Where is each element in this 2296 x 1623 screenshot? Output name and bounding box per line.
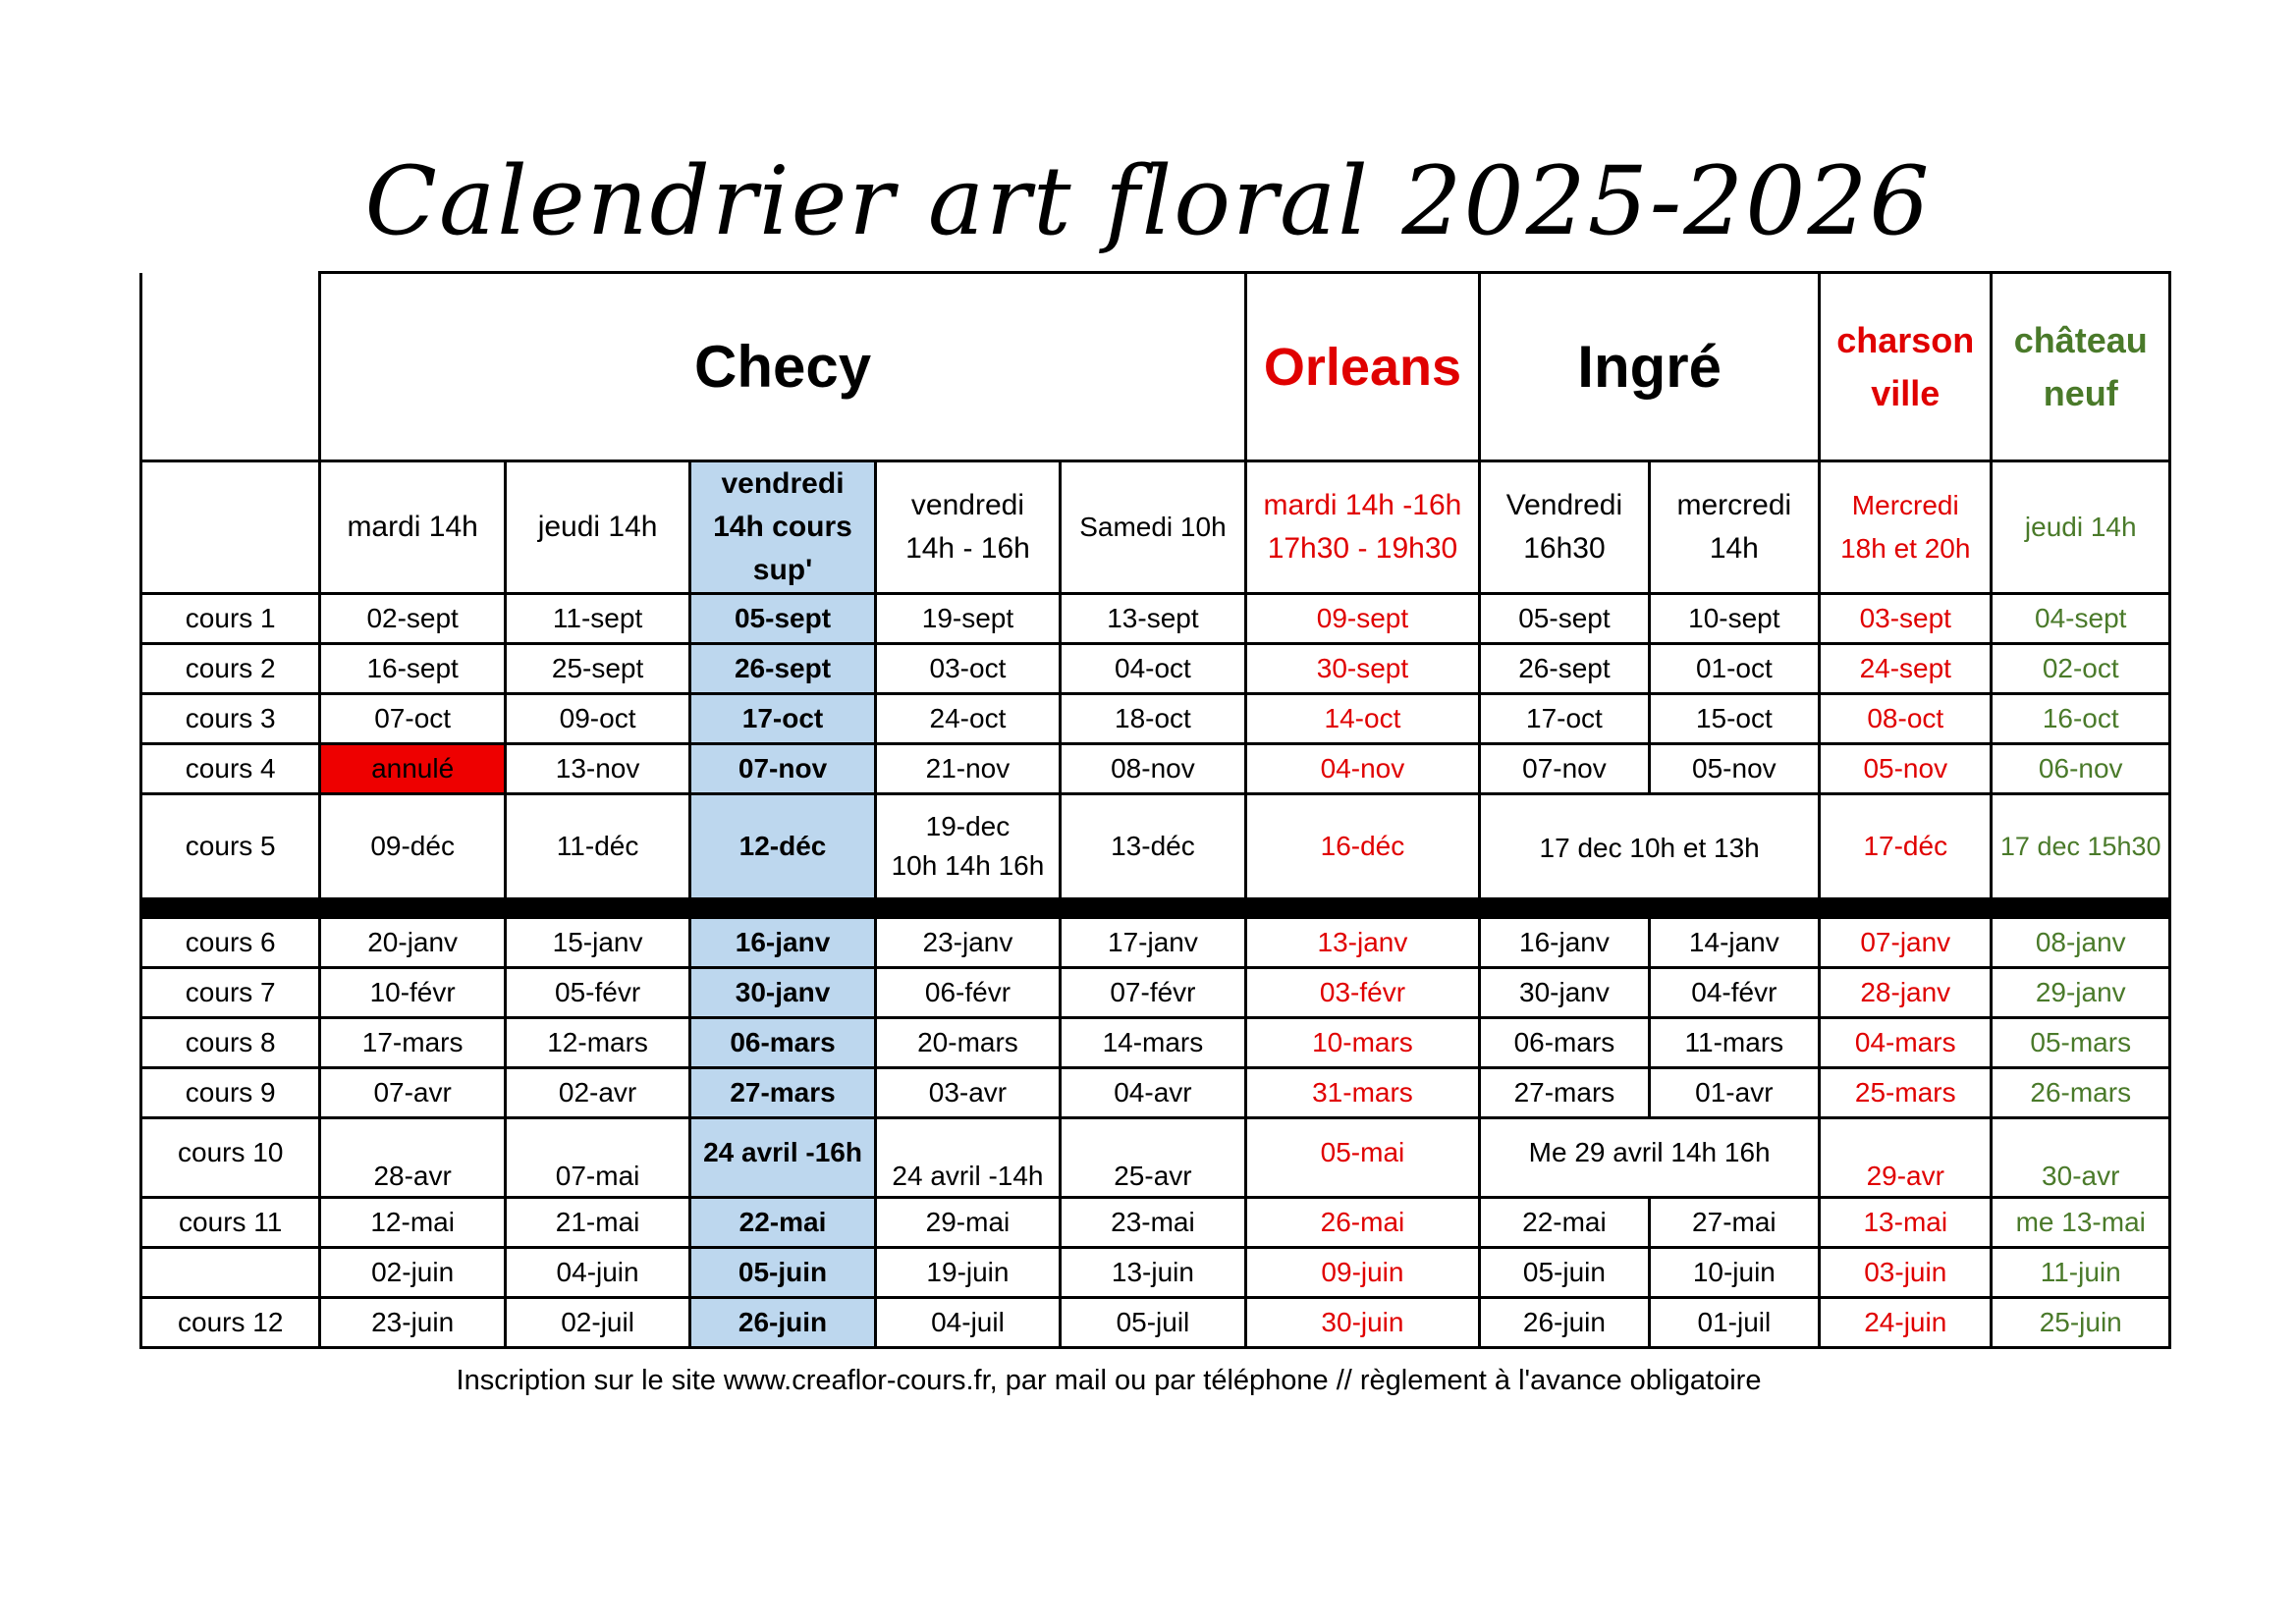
location-checy: Checy [320, 273, 1245, 461]
date-cell: 31-mars [1245, 1068, 1480, 1118]
date-cell: 04-juin [505, 1248, 689, 1298]
session-ingre-mercredi: mercredi 14h [1649, 461, 1819, 594]
cancelled-cell: annulé [320, 744, 505, 794]
date-cell: 16-déc [1245, 794, 1480, 899]
date-cell-merged: 17 dec 10h et 13h [1480, 794, 1820, 899]
date-cell: 20-janv [320, 918, 505, 968]
date-cell: 26-mars [1992, 1068, 2170, 1118]
row-label: cours 8 [141, 1018, 320, 1068]
date-cell: 16-janv [690, 918, 875, 968]
date-cell: 05-nov [1649, 744, 1819, 794]
date-cell: 24 avril -14h [875, 1118, 1060, 1198]
row-label: cours 7 [141, 968, 320, 1018]
date-cell: 16-janv [1480, 918, 1649, 968]
date-cell: 11-déc [505, 794, 689, 899]
date-cell: 02-avr [505, 1068, 689, 1118]
date-cell: 05-juin [690, 1248, 875, 1298]
date-cell: 08-nov [1061, 744, 1246, 794]
date-cell: 30-sept [1245, 644, 1480, 694]
table-row [141, 644, 2170, 694]
date-cell: 24-sept [1820, 644, 1992, 694]
date-cell: 07-mai [505, 1118, 689, 1198]
date-cell: 21-mai [505, 1198, 689, 1248]
date-cell: 02-sept [320, 594, 505, 644]
date-cell: 03-sept [1820, 594, 1992, 644]
date-cell: 05-juin [1480, 1248, 1649, 1298]
table-row [141, 968, 2170, 1018]
date-cell: 10-mars [1245, 1018, 1480, 1068]
date-cell: 02-juin [320, 1248, 505, 1298]
table-row [141, 1248, 2170, 1298]
date-cell: me 13-mai [1992, 1198, 2170, 1248]
row-label: cours 2 [141, 644, 320, 694]
row-label: cours 4 [141, 744, 320, 794]
date-cell: 08-janv [1992, 918, 2170, 968]
session-orleans: mardi 14h -16h 17h30 - 19h30 [1245, 461, 1480, 594]
date-cell: 07-nov [690, 744, 875, 794]
row-label: cours 12 [141, 1298, 320, 1348]
date-cell: 06-nov [1992, 744, 2170, 794]
date-cell: 10-juin [1649, 1248, 1819, 1298]
date-cell: 26-mai [1245, 1198, 1480, 1248]
date-cell: 05-mars [1992, 1018, 2170, 1068]
date-cell: 07-avr [320, 1068, 505, 1118]
date-cell: 20-mars [875, 1018, 1060, 1068]
date-cell: 07-févr [1061, 968, 1246, 1018]
winter-separator [141, 899, 2170, 918]
date-cell: 23-juin [320, 1298, 505, 1348]
date-cell: 22-mai [1480, 1198, 1649, 1248]
date-cell: 06-mars [1480, 1018, 1649, 1068]
date-cell: 04-avr [1061, 1068, 1246, 1118]
date-cell: 27-mai [1649, 1198, 1819, 1248]
date-cell: 13-sept [1061, 594, 1246, 644]
date-cell: 27-mars [1480, 1068, 1649, 1118]
date-cell: 12-mai [320, 1198, 505, 1248]
date-cell: 09-oct [505, 694, 689, 744]
table-row [141, 1298, 2170, 1348]
date-cell: 26-sept [1480, 644, 1649, 694]
date-cell: 26-juin [690, 1298, 875, 1348]
table-row [141, 694, 2170, 744]
date-cell: 05-nov [1820, 744, 1992, 794]
row-label: cours 3 [141, 694, 320, 744]
row-label: cours 6 [141, 918, 320, 968]
table-row [141, 594, 2170, 644]
row-label: cours 10 [141, 1118, 320, 1198]
date-cell: 03-avr [875, 1068, 1060, 1118]
row-label [141, 1248, 320, 1298]
date-cell: 29-mai [875, 1198, 1060, 1248]
date-cell: 29-avr [1820, 1118, 1992, 1198]
date-cell: 01-oct [1649, 644, 1819, 694]
date-cell: 06-févr [875, 968, 1060, 1018]
date-cell: 30-janv [690, 968, 875, 1018]
date-cell: 18-oct [1061, 694, 1246, 744]
date-cell: 19-dec 10h 14h 16h [875, 794, 1060, 899]
page-title: Calendrier art floral 2025-2026 [364, 146, 1932, 256]
date-cell: 10-févr [320, 968, 505, 1018]
date-cell: 04-oct [1061, 644, 1246, 694]
date-cell: 17-mars [320, 1018, 505, 1068]
date-cell: 05-mai [1245, 1118, 1480, 1198]
date-cell: 03-juin [1820, 1248, 1992, 1298]
date-cell: 25-mars [1820, 1068, 1992, 1118]
row-label: cours 11 [141, 1198, 320, 1248]
date-cell: 12-déc [690, 794, 875, 899]
date-cell: 05-sept [1480, 594, 1649, 644]
date-cell: 13-déc [1061, 794, 1246, 899]
date-cell: 11-juin [1992, 1248, 2170, 1298]
date-cell: 03-févr [1245, 968, 1480, 1018]
location-orleans: Orleans [1245, 273, 1480, 461]
date-cell: 04-nov [1245, 744, 1480, 794]
date-cell: 15-oct [1649, 694, 1819, 744]
date-cell: 13-mai [1820, 1198, 1992, 1248]
row-label: cours 9 [141, 1068, 320, 1118]
date-cell: 05-sept [690, 594, 875, 644]
session-vendredi-sup: vendredi 14h cours sup' [690, 461, 875, 594]
session-charsonville: Mercredi 18h et 20h [1820, 461, 1992, 594]
date-cell: 24-oct [875, 694, 1060, 744]
date-cell: 27-mars [690, 1068, 875, 1118]
date-cell: 19-sept [875, 594, 1060, 644]
date-cell: 06-mars [690, 1018, 875, 1068]
session-mardi: mardi 14h [320, 461, 505, 594]
table-row [141, 918, 2170, 968]
date-cell: 30-janv [1480, 968, 1649, 1018]
date-cell: 22-mai [690, 1198, 875, 1248]
date-cell: 01-juil [1649, 1298, 1819, 1348]
date-cell: 25-sept [505, 644, 689, 694]
date-cell: 09-déc [320, 794, 505, 899]
calendar-table [139, 271, 2171, 1349]
row-label: cours 5 [141, 794, 320, 899]
table-row [141, 794, 2170, 899]
date-cell: 19-juin [875, 1248, 1060, 1298]
date-cell: 13-janv [1245, 918, 1480, 968]
row-label: cours 1 [141, 594, 320, 644]
date-cell: 17-oct [1480, 694, 1649, 744]
date-cell: 25-juin [1992, 1298, 2170, 1348]
date-cell: 09-juin [1245, 1248, 1480, 1298]
date-cell: 07-nov [1480, 744, 1649, 794]
date-cell: 12-mars [505, 1018, 689, 1068]
date-cell: 03-oct [875, 644, 1060, 694]
date-cell: 07-janv [1820, 918, 1992, 968]
date-cell: 26-sept [690, 644, 875, 694]
table-row [141, 1068, 2170, 1118]
empty-label-cell [141, 461, 320, 594]
footer-note: Inscription sur le site www.creaflor-cours.fr, par mail ou par téléphone // règlement à l'avance obligatoire [456, 1365, 1762, 1396]
date-cell: 30-juin [1245, 1298, 1480, 1348]
date-cell: 29-janv [1992, 968, 2170, 1018]
date-cell: 11-sept [505, 594, 689, 644]
session-header-row [141, 461, 2170, 594]
date-cell: 14-mars [1061, 1018, 1246, 1068]
date-cell: 28-janv [1820, 968, 1992, 1018]
date-cell: 21-nov [875, 744, 1060, 794]
location-chateauneuf: château neuf [1992, 273, 2170, 461]
date-cell: 26-juin [1480, 1298, 1649, 1348]
date-cell: 14-oct [1245, 694, 1480, 744]
date-cell: 17-déc [1820, 794, 1992, 899]
date-cell: 17-janv [1061, 918, 1246, 968]
date-cell: 04-févr [1649, 968, 1819, 1018]
date-cell: 16-oct [1992, 694, 2170, 744]
date-cell: 23-janv [875, 918, 1060, 968]
table-row [141, 1018, 2170, 1068]
session-chateauneuf: jeudi 14h [1992, 461, 2170, 594]
date-cell: 01-avr [1649, 1068, 1819, 1118]
table-row [141, 744, 2170, 794]
date-cell: 17 dec 15h30 [1992, 794, 2170, 899]
date-cell: 25-avr [1061, 1118, 1246, 1198]
location-ingre: Ingré [1480, 273, 1820, 461]
location-charsonville: charson ville [1820, 273, 1992, 461]
date-cell: 24-juin [1820, 1298, 1992, 1348]
table-row [141, 1198, 2170, 1248]
date-cell: 05-juil [1061, 1298, 1246, 1348]
date-cell: 14-janv [1649, 918, 1819, 968]
date-cell: 16-sept [320, 644, 505, 694]
session-ingre-vendredi: Vendredi 16h30 [1480, 461, 1649, 594]
date-cell-merged: Me 29 avril 14h 16h [1480, 1118, 1820, 1198]
date-cell: 04-mars [1820, 1018, 1992, 1068]
corner-cell [141, 273, 320, 461]
session-samedi: Samedi 10h [1061, 461, 1246, 594]
date-cell: 13-nov [505, 744, 689, 794]
date-cell: 08-oct [1820, 694, 1992, 744]
location-header-row [141, 273, 2170, 461]
table-row [141, 1118, 2170, 1198]
date-cell: 11-mars [1649, 1018, 1819, 1068]
date-cell: 09-sept [1245, 594, 1480, 644]
date-cell: 04-juil [875, 1298, 1060, 1348]
date-cell: 30-avr [1992, 1118, 2170, 1198]
date-cell: 05-févr [505, 968, 689, 1018]
date-cell: 15-janv [505, 918, 689, 968]
date-cell: 10-sept [1649, 594, 1819, 644]
date-cell: 28-avr [320, 1118, 505, 1198]
session-vendredi: vendredi 14h - 16h [875, 461, 1060, 594]
date-cell: 07-oct [320, 694, 505, 744]
date-cell: 02-oct [1992, 644, 2170, 694]
date-cell: 02-juil [505, 1298, 689, 1348]
date-cell: 23-mai [1061, 1198, 1246, 1248]
date-cell: 24 avril -16h [690, 1118, 875, 1198]
date-cell: 13-juin [1061, 1248, 1246, 1298]
session-jeudi: jeudi 14h [505, 461, 689, 594]
date-cell: 04-sept [1992, 594, 2170, 644]
date-cell: 17-oct [690, 694, 875, 744]
